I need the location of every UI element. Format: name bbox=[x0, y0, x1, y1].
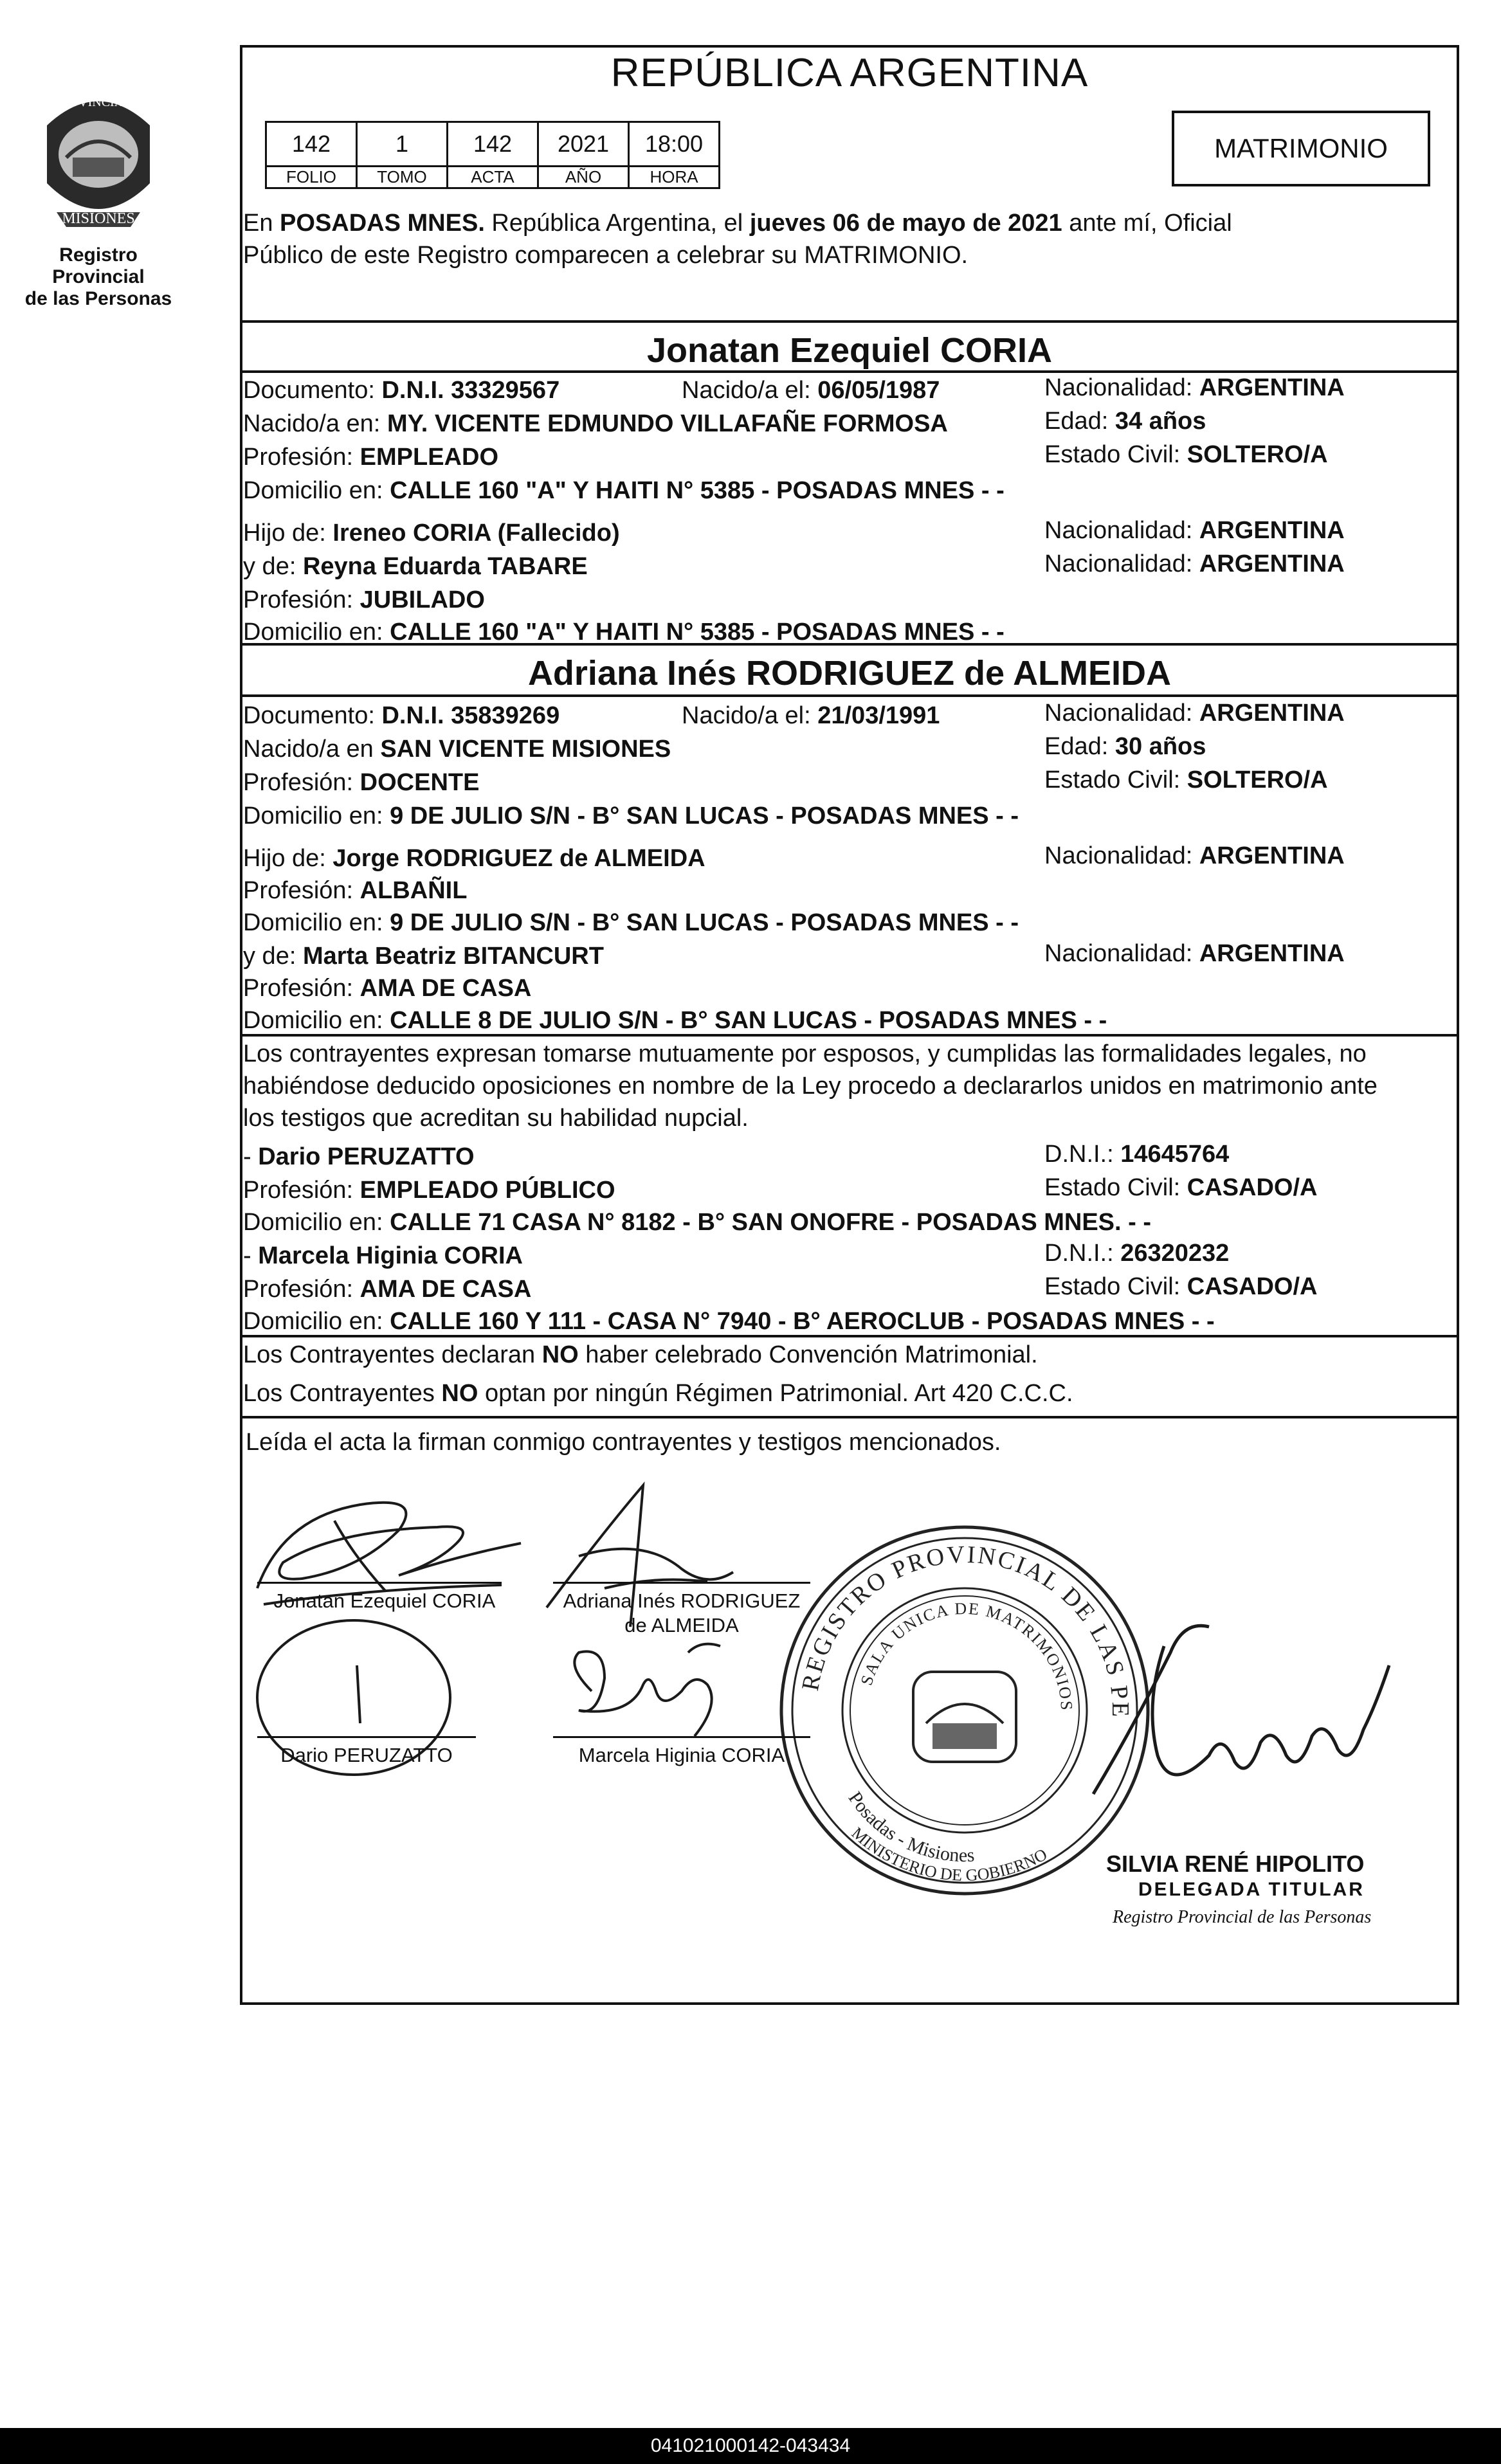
witness2-profession: Profesión: AMA DE CASA bbox=[243, 1276, 532, 1303]
spouse1-mother-nationality: Nacionalidad: ARGENTINA bbox=[1044, 550, 1345, 577]
acta-value: 142 bbox=[448, 122, 538, 167]
declaration-line-1: Los contrayentes expresan tomarse mutuamente por esposos, y cumplidas las formalidades legales, no bbox=[243, 1040, 1367, 1067]
signature-line-spouse2 bbox=[553, 1582, 810, 1584]
signature-line-witness1 bbox=[257, 1736, 476, 1738]
spouse2-civil-status: Estado Civil: SOLTERO/A bbox=[1044, 766, 1328, 793]
witness1-profession: Profesión: EMPLEADO PÚBLICO bbox=[243, 1177, 615, 1204]
spouse2-address: Domicilio en: 9 DE JULIO S/N - B° SAN LUCAS - POSADAS MNES - - bbox=[243, 802, 1019, 829]
spouse2-name: Adriana Inés RODRIGUEZ de ALMEIDA bbox=[527, 654, 1172, 693]
year-value: 2021 bbox=[538, 122, 629, 167]
signature-label-witness1: Dario PERUZATTO bbox=[280, 1744, 453, 1766]
misiones-coat-of-arms bbox=[12, 80, 185, 235]
divider bbox=[240, 320, 1459, 323]
spouse1-age: Edad: 34 años bbox=[1044, 408, 1206, 435]
witness1-name: - Dario PERUZATTO bbox=[243, 1143, 475, 1170]
folio-label: FOLIO bbox=[266, 167, 357, 188]
folio-value: 142 bbox=[266, 122, 357, 167]
svg-text:MISIONES: MISIONES bbox=[62, 210, 135, 227]
spouse2-father-address: Domicilio en: 9 DE JULIO S/N - B° SAN LUCAS - POSADAS MNES - - bbox=[243, 909, 1019, 936]
spouse2-nationality: Nacionalidad: ARGENTINA bbox=[1044, 700, 1345, 727]
spouse1-civil-status: Estado Civil: SOLTERO/A bbox=[1044, 441, 1328, 468]
spouse1-profession: Profesión: EMPLEADO bbox=[243, 444, 499, 471]
spouse2-father-profession: Profesión: ALBAÑIL bbox=[243, 877, 468, 904]
spouse1-parents-address: Domicilio en: CALLE 160 "A" Y HAITI N° 5385 - POSADAS MNES - - bbox=[243, 619, 1005, 646]
record-reference-table bbox=[265, 121, 720, 189]
svg-text:REGISTRO PROVINCIAL DE LAS PER: REGISTRO PROVINCIAL DE LAS PERSONAS bbox=[796, 1541, 1134, 1719]
intro-line-1: En POSADAS MNES. República Argentina, el jueves 06 de mayo de 2021 ante mí, Oficial bbox=[243, 210, 1232, 237]
spouse1-birthdate: Nacido/a el: 06/05/1987 bbox=[682, 377, 940, 404]
logo-name-line2: de las Personas bbox=[24, 288, 172, 309]
official-name: SILVIA RENÉ HIPOLITO bbox=[1106, 1851, 1365, 1877]
official-role: DELEGADA TITULAR bbox=[1138, 1879, 1365, 1900]
spouse1-name: Jonatan Ezequiel CORIA bbox=[646, 331, 1053, 370]
spouse1-father: Hijo de: Ireneo CORIA (Fallecido) bbox=[243, 520, 620, 547]
witness2-civil-status: Estado Civil: CASADO/A bbox=[1044, 1273, 1318, 1300]
divider bbox=[240, 643, 1459, 646]
spouse2-mother-profession: Profesión: AMA DE CASA bbox=[243, 975, 532, 1002]
tomo-label: TOMO bbox=[357, 167, 448, 188]
witness2-address: Domicilio en: CALLE 160 Y 111 - CASA N° 7940 - B° AEROCLUB - POSADAS MNES - - bbox=[243, 1308, 1215, 1335]
spouse2-age: Edad: 30 años bbox=[1044, 733, 1206, 760]
witness2-dni: D.N.I.: 26320232 bbox=[1044, 1240, 1230, 1267]
intro-line-2: Público de este Registro comparecen a celebrar su MATRIMONIO. bbox=[243, 242, 969, 269]
convention-statement: Los Contrayentes declaran NO haber celebrado Convención Matrimonial. bbox=[243, 1341, 1038, 1368]
tomo-value: 1 bbox=[357, 122, 448, 167]
spouse1-birthplace: Nacido/a en: MY. VICENTE EDMUNDO VILLAFAÑE FORMOSA bbox=[243, 410, 948, 437]
witness1-dni: D.N.I.: 14645764 bbox=[1044, 1141, 1230, 1168]
closing-statement: Leída el acta la firman conmigo contrayentes y testigos mencionados. bbox=[246, 1429, 1001, 1456]
svg-text:Posadas - Misiones: Posadas - Misiones bbox=[844, 1788, 975, 1867]
witness1-civil-status: Estado Civil: CASADO/A bbox=[1044, 1174, 1318, 1201]
witness1-address: Domicilio en: CALLE 71 CASA N° 8182 - B° SAN ONOFRE - POSADAS MNES. - - bbox=[243, 1209, 1152, 1236]
spouse1-parents-profession: Profesión: JUBILADO bbox=[243, 586, 485, 613]
registry-seal bbox=[781, 1527, 1148, 1894]
hour-value: 18:00 bbox=[629, 122, 720, 167]
document-title: REPÚBLICA ARGENTINA bbox=[610, 51, 1089, 95]
svg-text:SALA UNICA DE MATRIMONIOS: SALA UNICA DE MATRIMONIOS bbox=[857, 1599, 1077, 1712]
spouse2-profession: Profesión: DOCENTE bbox=[243, 769, 480, 796]
signature-label-spouse2-line1: Adriana Inés RODRIGUEZ bbox=[563, 1590, 801, 1612]
record-type-box: MATRIMONIO bbox=[1172, 111, 1430, 186]
declaration-line-3: los testigos que acreditan su habilidad nupcial. bbox=[243, 1105, 749, 1132]
svg-text:MINISTERIO DE GOBIERNO: MINISTERIO DE GOBIERNO bbox=[848, 1824, 1050, 1885]
official-office: Registro Provincial de las Personas bbox=[1113, 1907, 1372, 1927]
spouse1-mother: y de: Reyna Eduarda TABARE bbox=[243, 553, 588, 580]
signature-label-spouse1: Jonatan Ezequiel CORIA bbox=[273, 1590, 496, 1612]
signature-label-spouse2-line2: de ALMEIDA bbox=[624, 1614, 739, 1636]
divider bbox=[240, 1034, 1459, 1037]
spouse1-document: Documento: D.N.I. 33329567 bbox=[243, 377, 560, 404]
witness2-name: - Marcela Higinia CORIA bbox=[243, 1242, 523, 1269]
patrimonial-regime-statement: Los Contrayentes NO optan por ningún Régimen Patrimonial. Art 420 C.C.C. bbox=[243, 1380, 1073, 1407]
document-code-bar: 041021000142-043434 bbox=[0, 2428, 1501, 2464]
spouse2-birthdate: Nacido/a el: 21/03/1991 bbox=[682, 702, 940, 729]
spouse2-father: Hijo de: Jorge RODRIGUEZ de ALMEIDA bbox=[243, 845, 705, 872]
hour-label: HORA bbox=[629, 167, 720, 188]
witness2-signature bbox=[574, 1644, 720, 1736]
spouse2-mother-nationality: Nacionalidad: ARGENTINA bbox=[1044, 940, 1345, 967]
logo-name-line1: Registro Provincial bbox=[52, 244, 145, 287]
acta-label: ACTA bbox=[448, 167, 538, 188]
declaration-line-2: habiéndose deducido oposiciones en nombre de la Ley procedo a declararlos unidos en matrimonio ante bbox=[243, 1073, 1378, 1100]
spouse1-father-nationality: Nacionalidad: ARGENTINA bbox=[1044, 517, 1345, 544]
divider bbox=[240, 1416, 1459, 1418]
svg-text:PROVINCIA DE: PROVINCIA DE bbox=[53, 95, 143, 109]
spouse2-mother-address: Domicilio en: CALLE 8 DE JULIO S/N - B° SAN LUCAS - POSADAS MNES - - bbox=[243, 1007, 1107, 1034]
signature-line-witness2 bbox=[553, 1736, 810, 1738]
spouse2-document: Documento: D.N.I. 35839269 bbox=[243, 702, 560, 729]
signature-label-witness2: Marcela Higinia CORIA bbox=[578, 1744, 785, 1766]
signature-line-spouse1 bbox=[257, 1582, 502, 1584]
spouse1-address: Domicilio en: CALLE 160 "A" Y HAITI N° 5385 - POSADAS MNES - - bbox=[243, 477, 1005, 504]
registry-logo bbox=[12, 80, 185, 310]
spouse2-mother: y de: Marta Beatriz BITANCURT bbox=[243, 943, 604, 970]
year-label: AÑO bbox=[538, 167, 629, 188]
spouse1-nationality: Nacionalidad: ARGENTINA bbox=[1044, 374, 1345, 401]
divider bbox=[240, 1335, 1459, 1337]
spouse2-father-nationality: Nacionalidad: ARGENTINA bbox=[1044, 842, 1345, 869]
spouse2-birthplace: Nacido/a en SAN VICENTE MISIONES bbox=[243, 736, 671, 763]
